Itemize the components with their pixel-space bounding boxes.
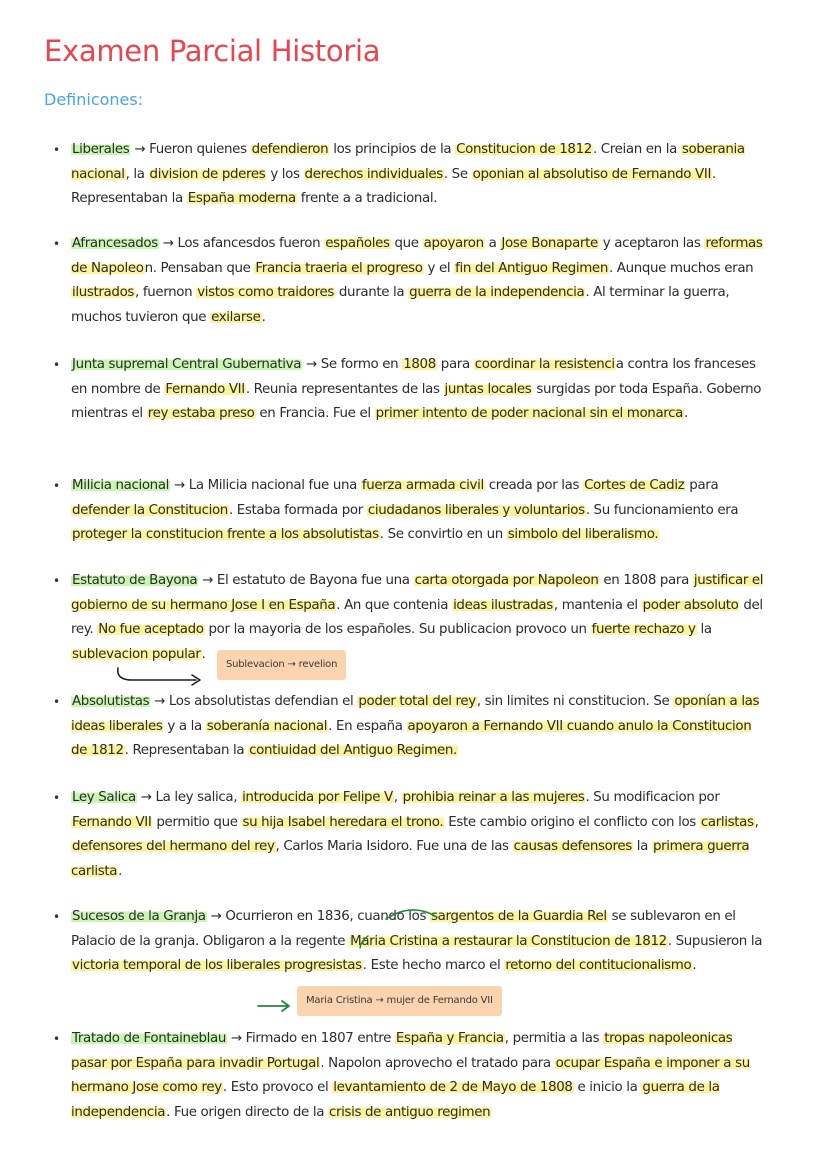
highlighted-text: tropas napoleonicas pasar por España para invadir Portugal xyxy=(71,1031,733,1071)
highlighted-text: sargentos de la Guardia Rel xyxy=(430,909,607,924)
term-label: Milicia nacional xyxy=(72,478,170,493)
highlighted-text: levantamiento de 2 de Mayo de 1808 xyxy=(333,1080,573,1095)
bullet-liberales: • xyxy=(53,143,61,157)
definition-sucesos-granja xyxy=(71,905,766,979)
bullet-junta: • xyxy=(53,358,61,372)
body-text: Este cambio origino el conflicto con los xyxy=(444,814,700,830)
body-text: . xyxy=(118,863,123,879)
body-text: , Carlos Maria Isidoro. Fue una de las xyxy=(275,839,513,854)
highlighted-text: fuerza armada civil xyxy=(361,478,484,493)
highlighted-text: coordinar la resistenci xyxy=(474,357,615,372)
body-text: . Esto provoco el xyxy=(222,1080,333,1095)
term-label: Junta supremal Central Gubernativa xyxy=(72,357,302,372)
definition-milicia-nacional xyxy=(71,474,766,548)
body-text: , sin limites ni constitucion. Se xyxy=(476,694,674,709)
highlighted-text: carlistas xyxy=(700,814,754,830)
body-text: . En españa xyxy=(328,718,407,734)
highlighted-text: Fernando VII xyxy=(72,814,152,830)
body-text: . Reunia representantes de las xyxy=(245,381,444,397)
bullet-milicia: • xyxy=(53,479,61,493)
section-subtitle: Definicones: xyxy=(44,90,144,109)
body-text: y el xyxy=(423,260,455,276)
highlighted-text: causas defensores xyxy=(513,839,632,854)
body-text: → La Milicia nacional fue una xyxy=(170,478,361,493)
highlighted-text: crisis de antiguo regimen xyxy=(328,1104,491,1120)
term-label: Ley Salica xyxy=(72,790,136,805)
body-text: , xyxy=(754,814,759,830)
bullet-tratado: • xyxy=(53,1032,61,1046)
note-sublevacion: Sublevacion → revelion xyxy=(217,650,346,680)
term-label: Liberales xyxy=(72,142,130,157)
body-text: . Estaba formada por xyxy=(228,502,367,518)
body-text: para xyxy=(436,357,474,372)
body-text: . Supusieron la xyxy=(667,933,763,949)
body-text: . xyxy=(261,309,266,325)
body-text: → Fueron quienes xyxy=(130,142,251,157)
highlighted-text: exilarse xyxy=(211,309,261,325)
body-text: a contra los franceses en nombre de xyxy=(71,357,756,397)
highlighted-text: Maria Cristina a restaurar la Constitucion de 1812 xyxy=(350,933,667,949)
highlighted-text: defender la Constitucion xyxy=(72,502,228,518)
definition-junta-suprema xyxy=(71,353,766,427)
body-text: por la mayoria de los españoles. Su publicacion provoco un xyxy=(204,622,591,637)
highlighted-text: No fue aceptado xyxy=(98,622,204,637)
bullet-estatuto: • xyxy=(53,574,61,588)
definition-estatuto-bayona xyxy=(71,569,766,667)
highlighted-text: ideas ilustradas xyxy=(453,597,553,613)
body-text: en Francia. Fue el xyxy=(255,406,375,421)
highlighted-text: fin del Antiguo Regimen xyxy=(455,260,608,276)
bullet-afrancesados: • xyxy=(53,237,61,251)
highlighted-text: oponían a las ideas liberales xyxy=(71,694,760,734)
body-text: . Su funcionamiento era xyxy=(585,502,739,518)
body-text: . An que contenia xyxy=(336,597,453,613)
body-text: . Napolon aprovecho el tratado para xyxy=(320,1055,555,1071)
highlighted-text: defendieron xyxy=(251,142,329,157)
body-text: . Se convirtio en un xyxy=(379,527,507,542)
body-text: en 1808 para xyxy=(599,573,693,588)
highlighted-text: guerra de la independencia xyxy=(409,285,585,300)
highlighted-text: primera guerra carlista xyxy=(71,839,750,879)
bullet-absolutistas: • xyxy=(53,695,61,709)
body-text: . xyxy=(692,958,697,973)
highlighted-text: soberania nacional xyxy=(71,142,745,182)
body-text: . Representaban la xyxy=(71,166,716,206)
body-text: , mantenia el xyxy=(553,597,642,613)
definition-ley-salica xyxy=(71,786,766,884)
highlighted-text: contiuidad del Antiguo Regimen. xyxy=(249,743,457,758)
highlighted-text: ciudadanos liberales y voluntarios xyxy=(367,502,585,518)
body-text: , permitia a las xyxy=(504,1031,604,1046)
definition-afrancesados xyxy=(71,232,766,330)
highlighted-text: apoyaron xyxy=(423,236,484,251)
highlighted-text: su hija Isabel heredara el trono. xyxy=(242,814,444,830)
body-text: la xyxy=(632,839,652,854)
highlighted-text: 1808 xyxy=(403,357,436,372)
highlighted-text: oponian al absolutiso de Fernando VII xyxy=(472,166,712,182)
highlighted-text: ocupar España e imponer a su hermano Jose como rey xyxy=(71,1055,750,1095)
highlighted-text: España moderna xyxy=(187,191,296,206)
body-text: se sublevaron en el Palacio de la granja. Obligaron a la regente xyxy=(71,909,736,949)
highlighted-text: España y Francia xyxy=(395,1031,504,1046)
definition-liberales xyxy=(71,138,766,212)
term-label: Afrancesados xyxy=(72,236,158,251)
body-text: . Aunque muchos eran xyxy=(608,260,754,276)
highlighted-text: justificar el gobierno de su hermano Jose I en España xyxy=(71,573,764,613)
highlighted-text: introducida por Felipe V xyxy=(242,790,393,805)
highlighted-text: apoyaron a Fernando VII cuando anulo la Constitucion de 1812 xyxy=(71,718,752,758)
body-text: y aceptaron las xyxy=(598,236,705,251)
highlighted-text: division de pderes xyxy=(149,166,266,182)
highlighted-text: prohibia reinar a las mujeres xyxy=(402,790,585,805)
body-text: . Su modificacion por xyxy=(585,790,720,805)
bullet-ley-salica: • xyxy=(53,791,61,805)
highlighted-text: fuerte rechazo y xyxy=(591,622,696,637)
body-text: la xyxy=(696,622,712,637)
body-text: para xyxy=(685,478,719,493)
body-text: permitio que xyxy=(152,814,242,830)
body-text: . Este hecho marco el xyxy=(362,958,505,973)
highlighted-text: Fernando VII xyxy=(165,381,245,397)
body-text: . xyxy=(201,646,206,662)
curved-arrow-head xyxy=(192,675,200,685)
body-text: . xyxy=(684,406,688,421)
body-text: y los xyxy=(266,166,304,182)
page-title: Examen Parcial Historia xyxy=(44,34,381,68)
body-text: del rey. xyxy=(71,597,763,637)
body-text: . Fue origen directo de la xyxy=(166,1104,328,1120)
definition-tratado-fontainebleau xyxy=(71,1027,766,1125)
highlighted-text: sublevacion popular xyxy=(72,646,201,662)
body-text: → Ocurrieron en 1836, cuando los xyxy=(206,909,430,924)
body-text: → El estatuto de Bayona fue una xyxy=(198,573,414,588)
highlighted-text: ilustrados xyxy=(72,285,135,300)
highlighted-text: soberanía nacional xyxy=(206,718,328,734)
highlighted-text: retorno del contitucionalismo xyxy=(505,958,692,973)
highlighted-text: Jose Bonaparte xyxy=(501,236,598,251)
highlighted-text: carta otorgada por Napoleon xyxy=(414,573,599,588)
highlighted-text: primer intento de poder nacional sin el monarca xyxy=(375,406,684,421)
body-text: frente a a tradicional. xyxy=(296,191,438,206)
highlighted-text: españoles xyxy=(325,236,390,251)
body-text: . Representaban la xyxy=(124,743,249,758)
highlighted-text: Constitucion de 1812 xyxy=(456,142,592,157)
body-text: durante la xyxy=(335,285,409,300)
body-text: e inicio la xyxy=(573,1080,642,1095)
highlighted-text: guerra de la independencia xyxy=(71,1080,720,1120)
term-label: Tratado de Fontaineblau xyxy=(72,1031,226,1046)
body-text: n. Pensaban que xyxy=(144,260,255,276)
body-text: . Se xyxy=(443,166,472,182)
highlighted-text: derechos individuales xyxy=(304,166,443,182)
body-text: que xyxy=(390,236,423,251)
curved-arrow-line xyxy=(118,668,196,680)
body-text: , fuernon xyxy=(135,285,197,300)
highlighted-text: proteger la constitucion frente a los absolutistas xyxy=(72,527,379,542)
term-label: Absolutistas xyxy=(72,694,150,709)
body-text: → La ley salica, xyxy=(136,790,242,805)
term-label: Sucesos de la Granja xyxy=(72,909,206,924)
body-text: → Firmado en 1807 entre xyxy=(227,1031,395,1046)
note-maria-cristina: Maria Cristina → mujer de Fernando VII xyxy=(297,986,502,1016)
highlighted-text: vistos como traidores xyxy=(197,285,334,300)
highlighted-text: juntas locales xyxy=(444,381,532,397)
green-arrow-head xyxy=(282,1001,289,1011)
body-text: , la xyxy=(125,166,149,182)
highlighted-text: reformas de Napoleo xyxy=(71,236,763,276)
highlighted-text: victoria temporal de los liberales progresistas xyxy=(72,958,362,973)
highlighted-text: poder absoluto xyxy=(642,597,739,613)
definition-absolutistas xyxy=(71,690,766,764)
body-text: creada por las xyxy=(484,478,584,493)
body-text: . Creian en la xyxy=(592,142,681,157)
body-text: . Al terminar la guerra, muchos tuvieron que xyxy=(71,285,730,325)
body-text: , xyxy=(393,790,402,805)
body-text: a xyxy=(484,236,501,251)
body-text: → Se formo en xyxy=(302,357,403,372)
bullet-sucesos: • xyxy=(53,910,61,924)
body-text: y a la xyxy=(163,718,206,734)
highlighted-text: simbolo del liberalismo. xyxy=(507,527,659,542)
highlighted-text: poder total del rey xyxy=(358,694,476,709)
highlighted-text: rey estaba preso xyxy=(147,406,255,421)
body-text: → Los absolutistas defendian el xyxy=(150,694,358,709)
body-text: → Los afancesdos fueron xyxy=(158,236,325,251)
body-text: los principios de la xyxy=(329,142,456,157)
body-text: surgidas por toda España. Goberno mientras el xyxy=(71,381,762,421)
highlighted-text: Cortes de Cadiz xyxy=(584,478,685,493)
term-label: Estatuto de Bayona xyxy=(72,573,198,588)
highlighted-text: defensores del hermano del rey xyxy=(72,839,275,854)
highlighted-text: Francia traeria el progreso xyxy=(255,260,423,276)
